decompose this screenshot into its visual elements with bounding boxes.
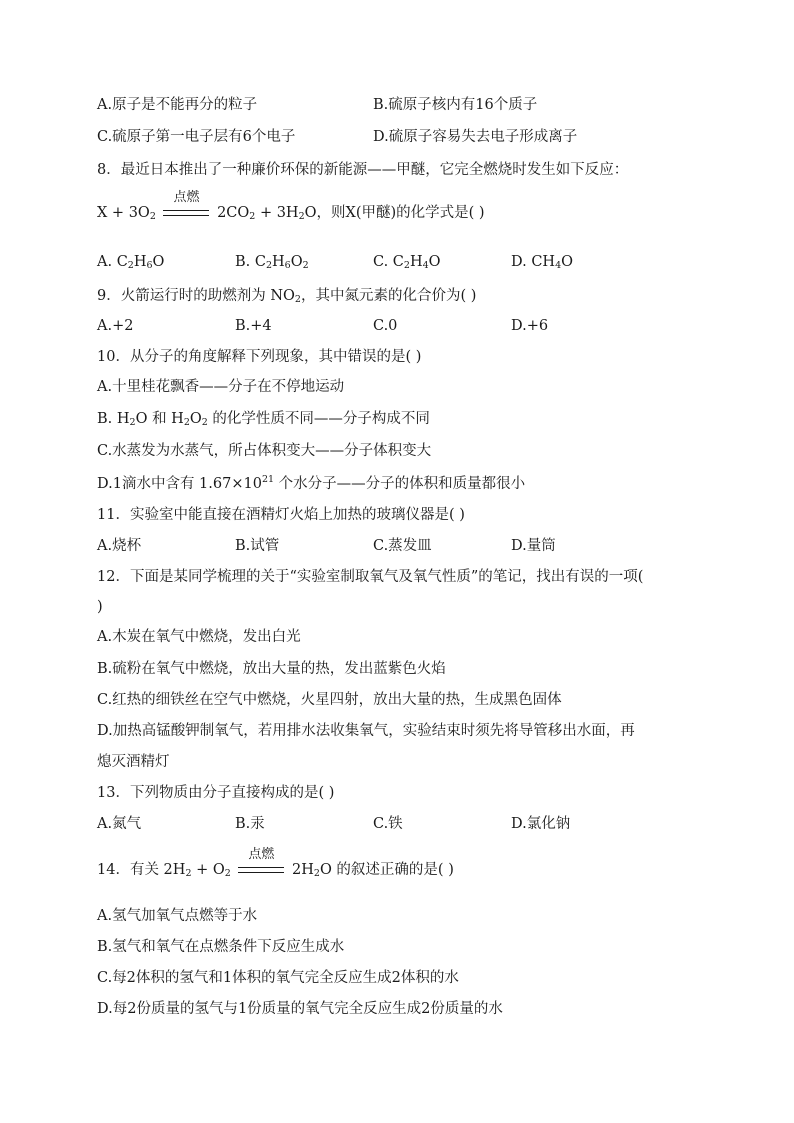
q12-option-d-cont: 熄灭酒精灯	[97, 754, 170, 770]
q10-option-a: A.十里桂花飘香——分子在不停地运动	[97, 379, 345, 395]
q10-option-b: B. $H_2O$ 和 $H_2O_2$ 的化学性质不同——分子构成不同	[97, 411, 430, 428]
q11-option-a: A.烧杯	[97, 538, 142, 554]
q7-option-d: D.硫原子容易失去电子形成离子	[373, 129, 578, 145]
q8-option-c: C. $C_2H_4O$	[373, 254, 441, 271]
q11-stem: 11．实验室中能直接在酒精灯火焰上加热的玻璃仪器是( )	[97, 507, 465, 523]
q8-equation: $X + 3O_2$ 点燃 $2CO_2 + 3H_2O$，则X(甲醚)的化学式是( )	[97, 190, 485, 222]
q13-option-d: D.氯化钠	[511, 816, 571, 832]
q13-option-c: C.铁	[373, 816, 403, 832]
q10-option-c: C.水蒸发为水蒸气，所占体积变大——分子体积变大	[97, 443, 432, 459]
q14-option-d: D.每2份质量的氢气与1份质量的氧气完全反应生成2份质量的水	[97, 1001, 503, 1017]
q9-option-c: C.0	[373, 318, 398, 334]
q8-option-b: B. $C_2H_6O_2$	[235, 254, 309, 271]
q9-option-d: D.+6	[511, 318, 549, 334]
q12-stem: 12．下面是某同学梳理的关于“实验室制取氧气及氧气性质”的笔记，找出有误的一项(	[97, 569, 644, 585]
q7-option-c: C.硫原子第一电子层有6个电子	[97, 129, 296, 145]
reaction-condition: 点燃	[173, 190, 200, 205]
q11-option-b: B.试管	[235, 538, 280, 554]
q13-stem: 13．下列物质由分子直接构成的是( )	[97, 785, 335, 801]
q9-stem: 9．火箭运行时的助燃剂为 $NO_2$，其中氮元素的化合价为( )	[97, 288, 477, 305]
q12-option-b: B.硫粉在氧气中燃烧，放出大量的热，发出蓝紫色火焰	[97, 661, 446, 677]
q10-option-d: D.1滴水中含有 $1.67\times 10^{21}$ 个水分子——分子的体积和质量都很小	[97, 474, 526, 492]
q10-stem: 10．从分子的角度解释下列现象，其中错误的是( )	[97, 349, 422, 365]
q12-option-d: D.加热高锰酸钾制氧气，若用排水法收集氧气，实验结束时须先将导管移出水面，再	[97, 723, 635, 739]
q8-option-a: A. $C_2H_6O$	[97, 254, 165, 271]
q14-option-c: C.每2体积的氢气和1体积的氧气完全反应生成2体积的水	[97, 970, 459, 986]
q9-option-a: A.+2	[97, 318, 134, 334]
q14-option-a: A.氢气加氧气点燃等于水	[97, 908, 258, 924]
reaction-condition: 点燃	[248, 847, 275, 862]
q14-option-b: B.氢气和氧气在点燃条件下反应生成水	[97, 939, 345, 955]
q14-stem: 14．有关 $2H_2 + O_2$ 点燃 $2H_2O$ 的叙述正确的是( )	[97, 847, 454, 879]
reaction-arrow	[236, 847, 286, 880]
q12-option-c: C.红热的细铁丝在空气中燃烧，火星四射，放出大量的热，生成黑色固体	[97, 692, 562, 708]
q11-option-d: D.量筒	[511, 538, 556, 554]
q8-stem: 8．最近日本推出了一种廉价环保的新能源——甲醚，它完全燃烧时发生如下反应：	[97, 162, 629, 178]
reaction-arrow	[161, 190, 211, 223]
q7-option-a: A.原子是不能再分的粒子	[97, 97, 258, 113]
q9-option-b: B.+4	[235, 318, 272, 334]
q8-option-d: D. $CH_4O$	[511, 254, 574, 271]
q11-option-c: C.蒸发皿	[373, 538, 432, 554]
q12-stem-cont: )	[97, 599, 103, 615]
q13-option-a: A.氮气	[97, 816, 142, 832]
q7-option-b: B.硫原子核内有16个质子	[373, 97, 538, 113]
q12-option-a: A.木炭在氧气中燃烧，发出白光	[97, 629, 301, 645]
q13-option-b: B.汞	[235, 816, 265, 832]
